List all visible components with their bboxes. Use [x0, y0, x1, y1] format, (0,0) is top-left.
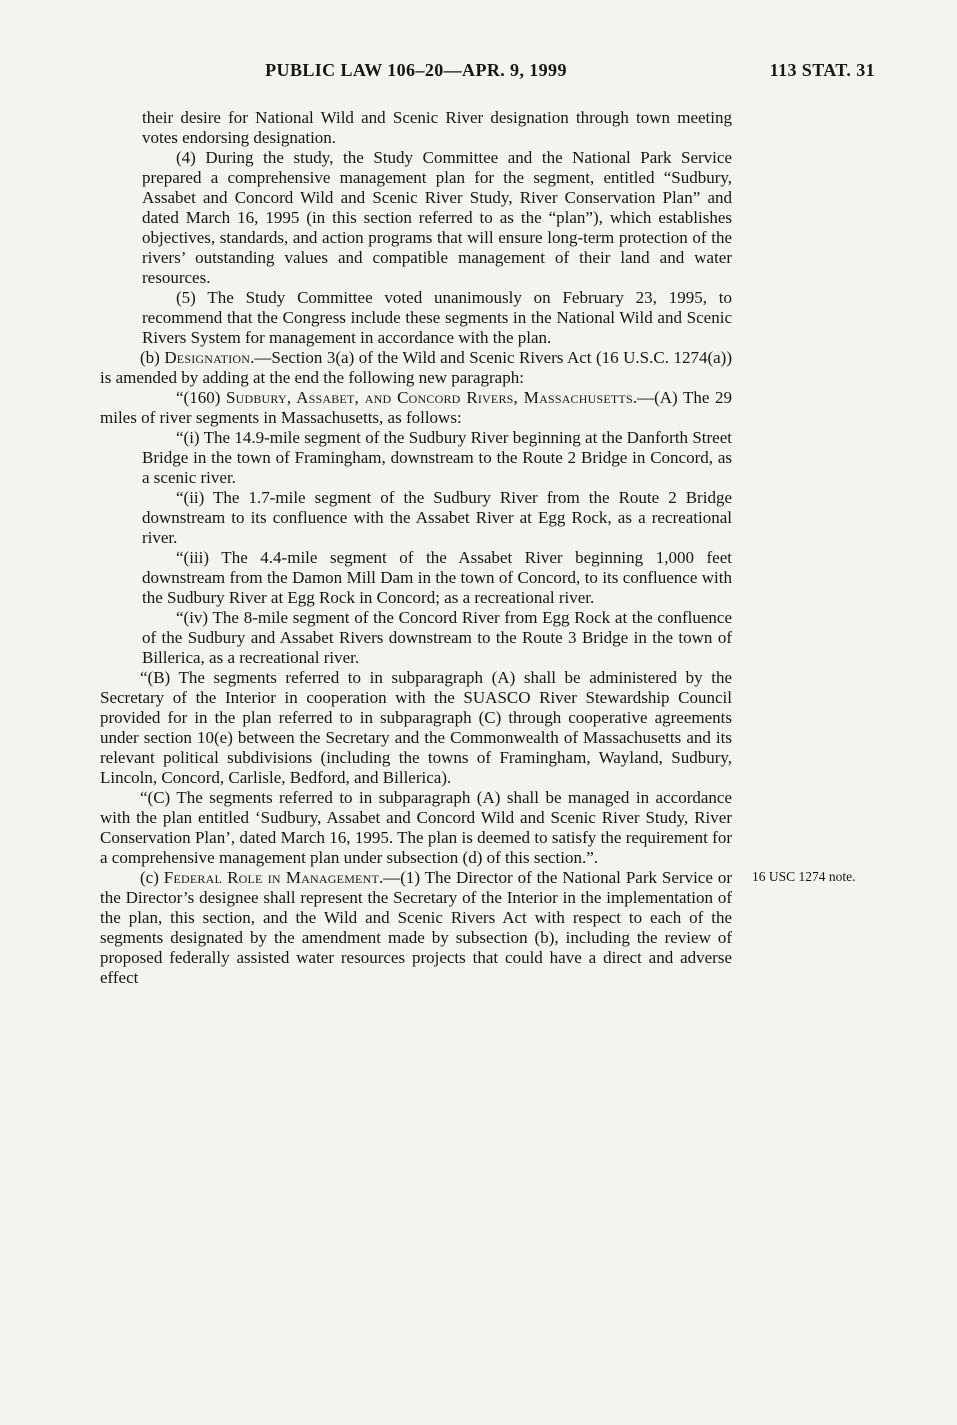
clause-ii-segment — [142, 488, 732, 548]
text-run: their desire for National Wild and Scenic River designation through town meeting votes endorsing designation. — [142, 108, 732, 147]
continuation-paragraph — [142, 108, 732, 148]
margin-note: 16 USC 1274 note. — [752, 869, 856, 884]
text-run: (b) — [140, 348, 165, 367]
statute-body — [100, 108, 856, 988]
finding-5-paragraph — [142, 288, 732, 348]
text-run: .—(1) The Director of the National Park Service or the Director’s designee shall represent the Secretary of the Interior in the implementation of the plan, this section, and the Wild and Scenic Rivers Act with respect to each of the segments designated by the amendment made by subsection (b), including the review of proposed federally assisted water resources projects that could have a direct and adverse effect — [100, 868, 732, 987]
subparagraph-C-management-plan — [100, 788, 732, 868]
smallcaps-run: Federal Role in Management — [163, 868, 379, 887]
text-run: “(C) The segments referred to in subparagraph (A) shall be managed in accordance with the plan entitled ‘Sudbury, Assabet and Concord Wild and Scenic River Study, River Conservation Plan’, dated March 16, 1995. The plan is deemed to satisfy the requirement for a comprehensive management plan under subsection (d) of this section.”. — [100, 788, 732, 867]
text-run: “(B) The segments referred to in subparagraph (A) shall be administered by the Secretary of the Interior in cooperation with the SUASCO River Stewardship Council provided for in the plan referred to in subparagraph (C) through cooperative agreements under section 10(e) between the Secretary and the Commonwealth of Massachusetts and its relevant political subdivisions (including the towns of Framingham, Wayland, Sudbury, Lincoln, Concord, Carlisle, Bedford, and Billerica). — [100, 668, 732, 787]
text-run: “(160) — [176, 388, 226, 407]
text-run: “(iii) The 4.4-mile segment of the Assabet River beginning 1,000 feet downstream from the Damon Mill Dam in the town of Concord, to its confluence with the Sudbury River at Egg Rock in Concord; as a recreational river. — [142, 548, 732, 607]
subparagraph-B-administration — [100, 668, 732, 788]
paragraph-160-rivers — [100, 388, 732, 428]
text-run: .—(A) The 29 miles of river segments in Massachusetts, as follows: — [100, 388, 732, 427]
smallcaps-run: Sudbury, Assabet, and Concord Rivers, Massachusetts — [225, 388, 633, 407]
text-run: “(iv) The 8-mile segment of the Concord River from Egg Rock at the confluence of the Sudbury and Assabet Rivers downstream to the Route 3 Bridge in the town of Billerica, as a recreational river. — [142, 608, 732, 667]
text-run: .—Section 3(a) of the Wild and Scenic Rivers Act (16 U.S.C. 1274(a)) is amended by adding at the end the following new paragraph: — [100, 348, 733, 387]
text-run: (4) During the study, the Study Committee and the National Park Service prepared a comprehensive management plan for the segment, entitled “Sudbury, Assabet and Concord Wild and Scenic River Study, River Conservation Plan” and dated March 16, 1995 (in this section referred to as the “plan”), which establishes objectives, standards, and action programs that will ensure long-term protection of the rivers’ outstanding values and compatible management of their land and water resources. — [142, 148, 732, 287]
text-run: (5) The Study Committee voted unanimously on February 23, 1995, to recommend that the Congress include these segments in the National Wild and Scenic Rivers System for management in accordance with the plan. — [142, 288, 732, 347]
smallcaps-run: Designation — [164, 348, 251, 367]
law-title: PUBLIC LAW 106–20—APR. 9, 1999 — [265, 60, 567, 80]
text-run: (c) — [140, 868, 164, 887]
stat-citation: 113 STAT. 31 — [769, 60, 875, 80]
finding-4-paragraph — [142, 148, 732, 288]
page-header — [100, 60, 875, 86]
clause-iii-segment — [142, 548, 732, 608]
subsection-b-designation — [100, 348, 732, 388]
clause-i-segment — [142, 428, 732, 488]
text-run: “(ii) The 1.7-mile segment of the Sudbury River from the Route 2 Bridge downstream to its confluence with the Assabet River at Egg Rock, as a recreational river. — [142, 488, 732, 547]
subsection-c-federal-role — [100, 868, 856, 988]
clause-iv-segment — [142, 608, 732, 668]
text-run: “(i) The 14.9-mile segment of the Sudbury River beginning at the Danforth Street Bridge in the town of Framingham, downstream to the Route 2 Bridge in Concord, as a scenic river. — [142, 428, 732, 487]
